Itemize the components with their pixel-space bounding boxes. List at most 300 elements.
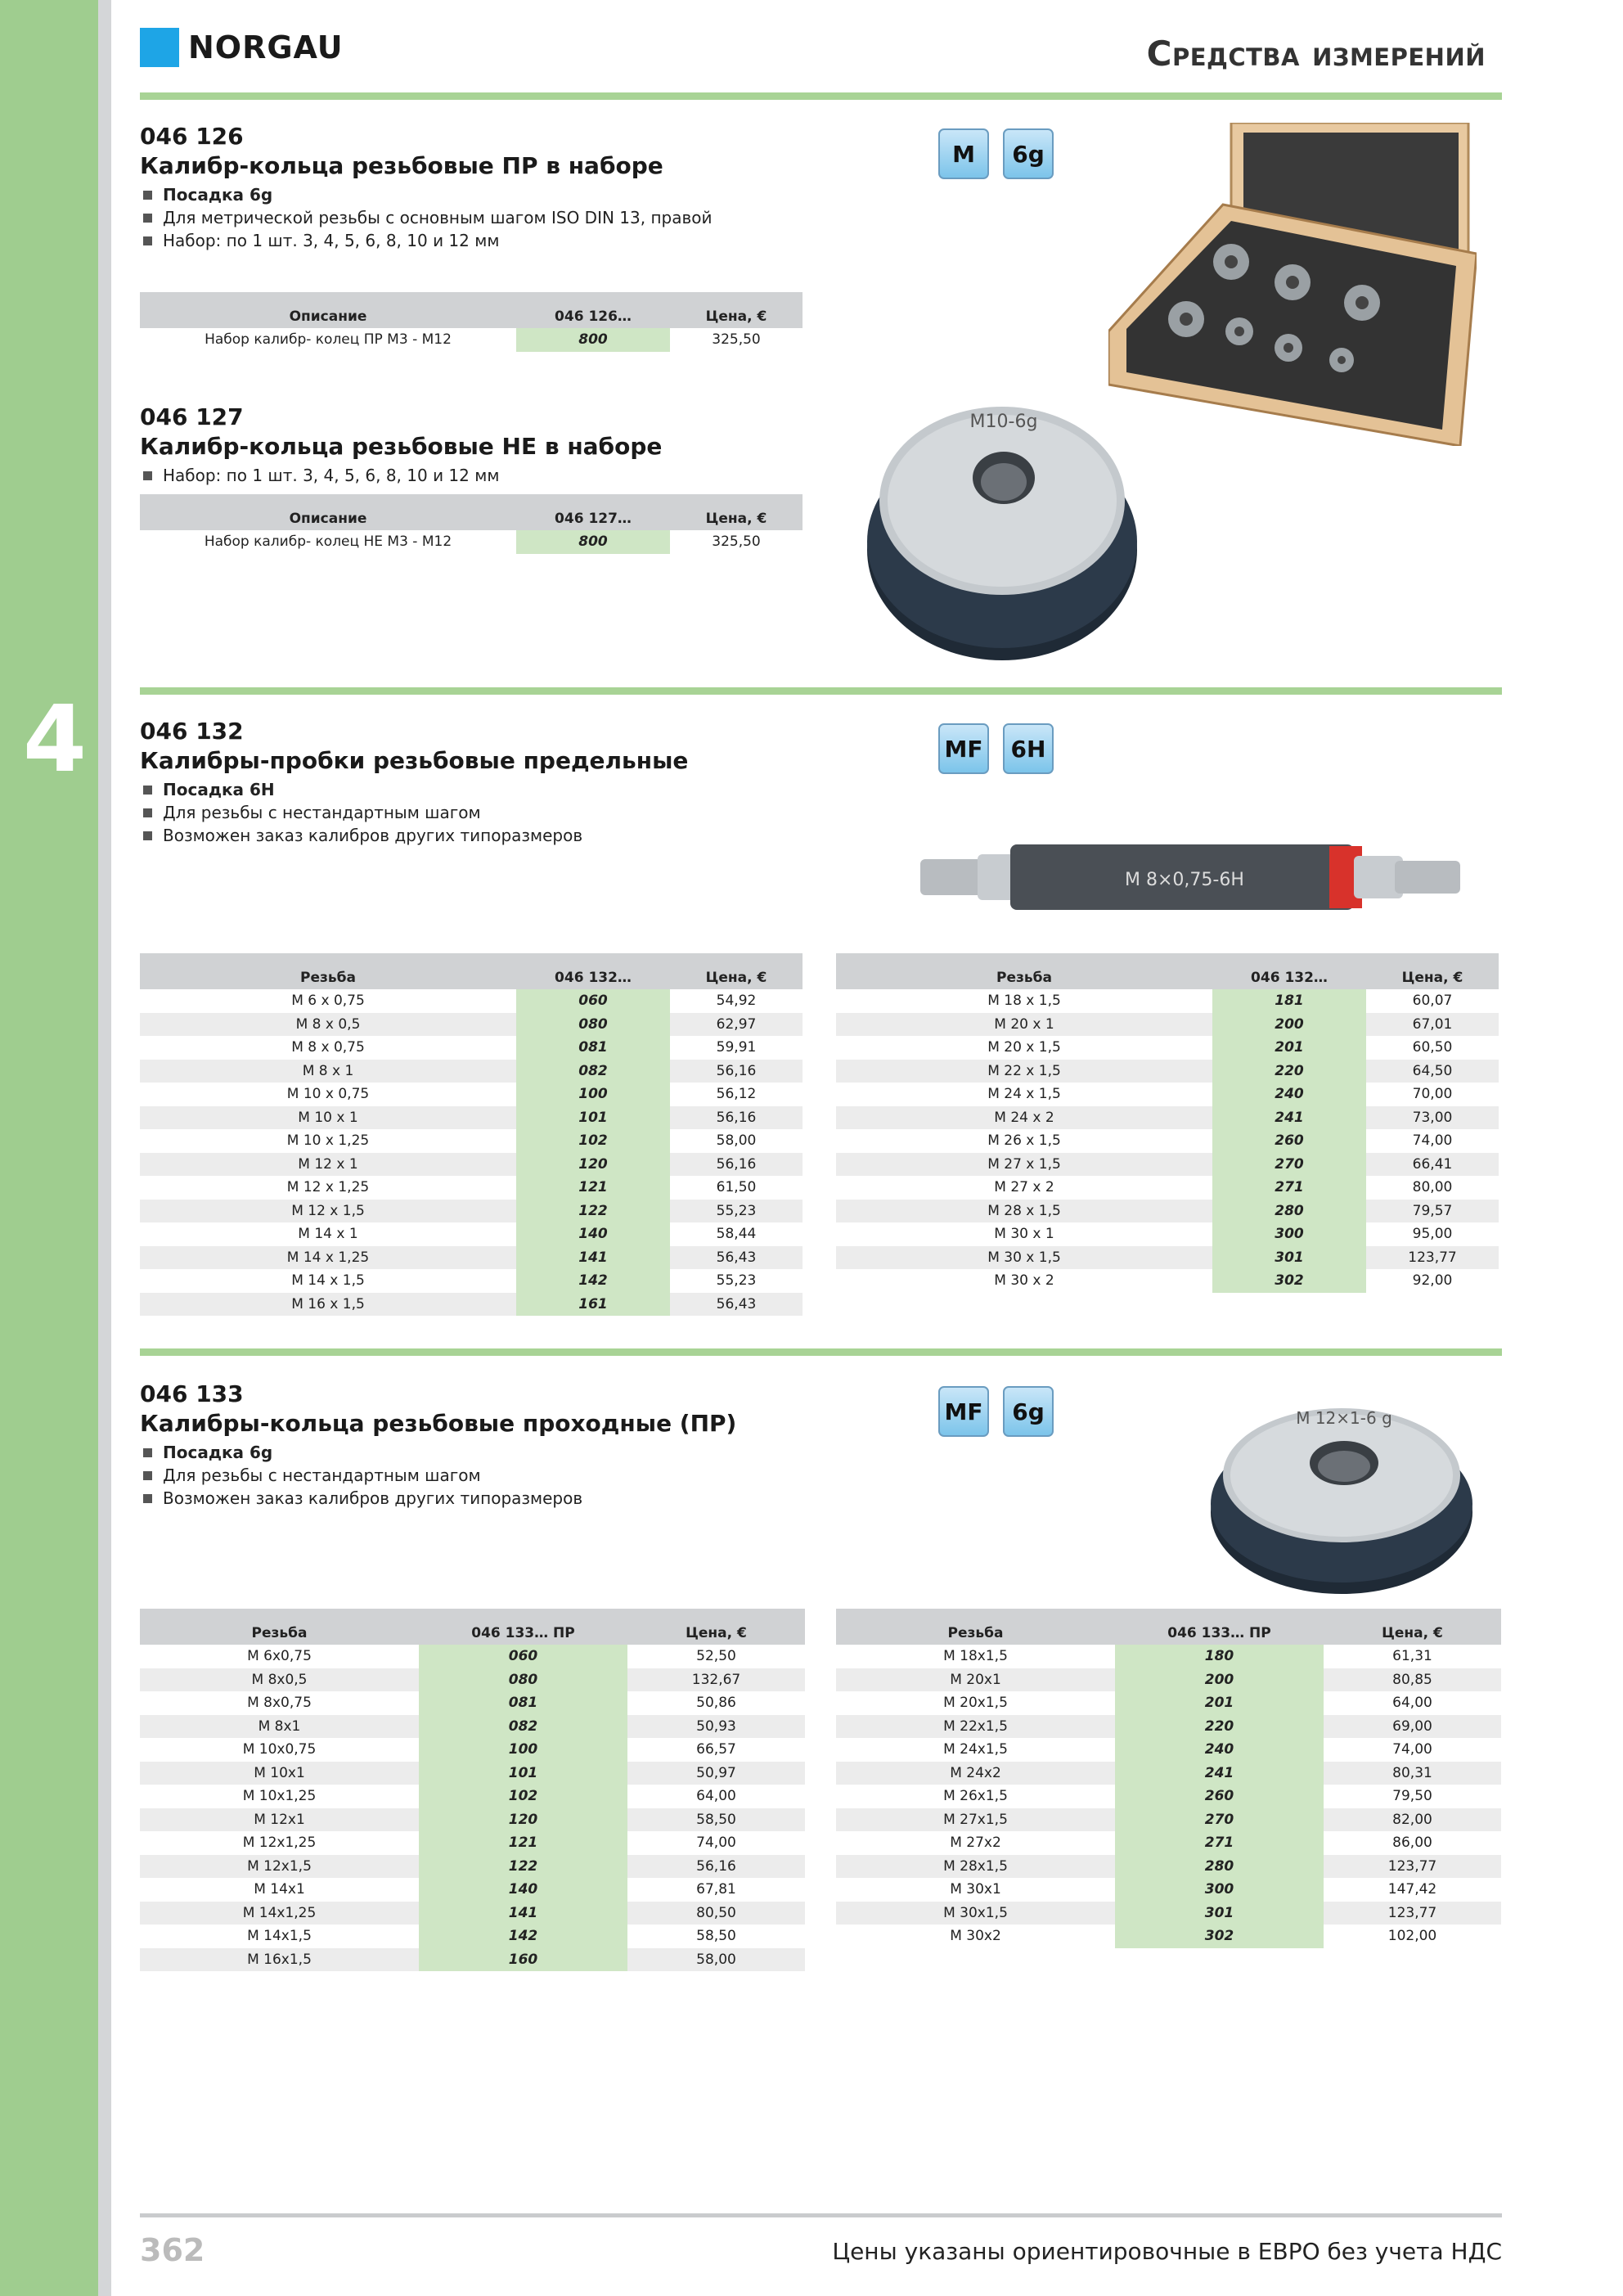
thread-cell: M 27 x 2 [994, 1179, 1054, 1195]
thread-cell: M 20x1,5 [943, 1695, 1008, 1711]
article-cell: 100 [516, 1083, 670, 1106]
thread-cell: M 30x1 [950, 1881, 1001, 1898]
article-cell: 270 [1212, 1153, 1366, 1177]
table-row [836, 989, 1499, 1013]
article-cell: 060 [516, 989, 670, 1013]
table-row [140, 1060, 803, 1083]
article-cell: 121 [419, 1831, 627, 1855]
fit-class-badge: 6g [1003, 1386, 1054, 1437]
feature-item: Возможен заказ калибров других типоразмеров [140, 824, 582, 847]
product-code: 046 132 [140, 718, 244, 745]
table-row [836, 1060, 1499, 1083]
table-row [836, 1129, 1499, 1153]
article-cell: 241 [1212, 1106, 1366, 1130]
table-row [836, 1153, 1499, 1177]
price-cell: 56,16 [670, 1106, 803, 1130]
article-cell: 161 [516, 1293, 670, 1317]
price-cell: 55,23 [716, 1272, 757, 1289]
table-row [140, 1200, 803, 1223]
table-row [140, 1246, 803, 1270]
ring-gauge-marking: M10-6g [969, 412, 1038, 432]
column-header: 046 126… [516, 292, 670, 328]
column-header: 046 132… [516, 953, 670, 989]
table-row [140, 1808, 805, 1832]
table-row [140, 1106, 803, 1130]
thread-cell: M 18 x 1,5 [987, 993, 1061, 1009]
price-cell: 56,16 [627, 1855, 805, 1879]
article-cell: 122 [516, 1200, 670, 1223]
article-cell: 280 [1212, 1200, 1366, 1223]
table-row [836, 1222, 1499, 1246]
table-row [140, 530, 803, 554]
column-header: Резьба [836, 1609, 1115, 1645]
price-cell: 95,00 [1412, 1226, 1453, 1242]
table-row [836, 1902, 1501, 1925]
article-cell: 101 [516, 1106, 670, 1130]
article-cell: 080 [516, 1013, 670, 1037]
thread-cell: M 10 x 0,75 [286, 1086, 370, 1102]
thread-cell: M 6 x 0,75 [291, 993, 365, 1009]
price-cell: 73,00 [1366, 1106, 1499, 1130]
header-rule [140, 92, 1502, 100]
price-cell: 61,31 [1392, 1648, 1432, 1664]
table-row [140, 1925, 805, 1948]
article-cell: 120 [419, 1808, 627, 1832]
feature-item: Посадка 6g [140, 183, 713, 206]
price-cell: 79,50 [1392, 1788, 1432, 1804]
brand-name: NORGAU [188, 29, 344, 65]
table-row [140, 1902, 805, 1925]
table-row [140, 1762, 805, 1785]
table-row [836, 1269, 1499, 1293]
thread-type-badge: MF [938, 1386, 989, 1437]
price-cell: 64,00 [1392, 1695, 1432, 1711]
price-cell: 56,16 [670, 1153, 803, 1177]
feature-item: Возможен заказ калибров других типоразмеров [140, 1487, 582, 1510]
article-cell: 220 [1115, 1715, 1324, 1739]
table-row [836, 1831, 1501, 1855]
thread-cell: M 22x1,5 [836, 1715, 1115, 1739]
thread-cell: M 24x2 [836, 1762, 1115, 1785]
brand-logo-icon [140, 28, 179, 67]
price-cell: 82,00 [1324, 1808, 1501, 1832]
article-cell: 102 [419, 1785, 627, 1808]
feature-item: Посадка 6H [140, 778, 582, 801]
price-cell: 58,50 [696, 1928, 736, 1944]
table-row [836, 1785, 1501, 1808]
table-row [140, 1153, 803, 1177]
price-cell: 67,01 [1366, 1013, 1499, 1037]
price-cell: 52,50 [696, 1648, 736, 1664]
article-cell: 081 [516, 1036, 670, 1060]
table-row [836, 1176, 1499, 1200]
column-header: Цена, € [627, 1609, 805, 1645]
article-cell: 122 [419, 1855, 627, 1879]
article-cell: 141 [419, 1902, 627, 1925]
ring-gauge-image [1207, 1389, 1477, 1594]
footer-rule [140, 2213, 1502, 2217]
article-cell: 142 [419, 1925, 627, 1948]
article-cell: 200 [1115, 1668, 1324, 1692]
table-row [140, 1878, 805, 1902]
price-cell: 50,97 [627, 1762, 805, 1785]
feature-list [140, 778, 582, 847]
thread-table-right [836, 953, 1499, 1293]
table-header [140, 953, 803, 989]
table-row [836, 1738, 1501, 1762]
thread-table-left [140, 953, 803, 1316]
price-cell: 74,00 [696, 1835, 736, 1851]
price-cell: 64,50 [1366, 1060, 1499, 1083]
table-row [140, 1738, 805, 1762]
table-row [140, 1176, 803, 1200]
thread-cell: M 10x1 [140, 1762, 419, 1785]
price-cell: 92,00 [1412, 1272, 1453, 1289]
article-cell: 301 [1115, 1902, 1324, 1925]
thread-table-right [836, 1609, 1501, 1948]
thread-cell: M 30x2 [950, 1928, 1001, 1944]
column-header: Описание [140, 494, 516, 530]
price-cell: 123,77 [1324, 1855, 1501, 1879]
article-cell: 141 [516, 1246, 670, 1270]
column-header: Резьба [140, 1609, 419, 1645]
article-cell: 220 [1212, 1060, 1366, 1083]
thread-cell: M 20 x 1,5 [987, 1039, 1061, 1056]
price-cell: 123,77 [1366, 1246, 1499, 1270]
article-cell: 271 [1212, 1176, 1366, 1200]
table-row [140, 1715, 805, 1739]
article-cell: 142 [516, 1269, 670, 1293]
ring-set-case-image [1108, 123, 1477, 446]
table-row [836, 1013, 1499, 1037]
table-row [140, 1036, 803, 1060]
table-row [836, 1762, 1501, 1785]
thread-cell: M 26 x 1,5 [987, 1132, 1061, 1149]
article-cell: 180 [1115, 1645, 1324, 1668]
article-cell: 301 [1212, 1246, 1366, 1270]
thread-cell: M 24 x 1,5 [987, 1086, 1061, 1102]
column-header: 046 127… [516, 494, 670, 530]
product-code: 046 126 [140, 123, 244, 150]
table-row [140, 1293, 803, 1317]
table-row [836, 1691, 1501, 1715]
table-header [836, 953, 1499, 989]
description-cell: Набор калибр- колец НЕ М3 - М12 [204, 533, 452, 550]
column-header: Цена, € [670, 953, 803, 989]
article-cell: 100 [419, 1738, 627, 1762]
thread-cell: M 12 x 1 [140, 1153, 516, 1177]
table-row [836, 1246, 1499, 1270]
thread-table-left [140, 1609, 805, 1971]
product-table [140, 292, 803, 352]
article-cell: 120 [516, 1153, 670, 1177]
table-row [140, 1948, 805, 1972]
table-header [836, 1609, 1501, 1645]
article-cell: 800 [516, 530, 670, 554]
product-title: Калибры-кольца резьбовые проходные (ПР) [140, 1410, 737, 1437]
table-row [836, 1668, 1501, 1692]
price-cell: 58,44 [716, 1226, 757, 1242]
product-code: 046 133 [140, 1380, 244, 1407]
fit-class-badge: 6g [1003, 128, 1054, 179]
thread-cell: M 27x2 [950, 1835, 1001, 1851]
article-cell: 201 [1212, 1036, 1366, 1060]
price-cell: 102,00 [1387, 1928, 1437, 1944]
fit-class-badge: 6H [1003, 723, 1054, 774]
feature-list [140, 1441, 582, 1510]
table-row [140, 1222, 803, 1246]
price-cell: 123,77 [1324, 1902, 1501, 1925]
thread-cell: M 24x1,5 [943, 1741, 1008, 1758]
column-header: Резьба [140, 953, 516, 989]
table-row [140, 328, 803, 352]
price-cell: 80,50 [627, 1902, 805, 1925]
thread-cell: M 30 x 2 [994, 1272, 1054, 1289]
description-cell: Набор калибр- колец ПР М3 - М12 [205, 331, 452, 348]
price-cell: 56,43 [670, 1246, 803, 1270]
thread-cell: M 10 x 1,25 [286, 1132, 370, 1149]
thread-cell: M 6x0,75 [247, 1648, 312, 1664]
article-cell: 121 [516, 1176, 670, 1200]
thread-cell: M 20 x 1 [836, 1013, 1212, 1037]
table-row [140, 989, 803, 1013]
price-cell: 80,85 [1324, 1668, 1501, 1692]
price-cell: 58,00 [716, 1132, 757, 1149]
product-title: Калибры-пробки резьбовые предельные [140, 747, 689, 774]
thread-cell: M 22 x 1,5 [836, 1060, 1212, 1083]
price-cell: 56,12 [716, 1086, 757, 1102]
article-cell: 300 [1212, 1222, 1366, 1246]
column-header: Описание [140, 292, 516, 328]
thread-cell: M 24 x 2 [836, 1106, 1212, 1130]
table-row [140, 1668, 805, 1692]
feature-item: Набор: по 1 шт. 3, 4, 5, 6, 8, 10 и 12 мм [140, 464, 499, 487]
thread-cell: M 30 x 1 [994, 1226, 1054, 1242]
thread-type-badge: MF [938, 723, 989, 774]
plug-gauge-marking: M 8×0,75-6H [1125, 870, 1244, 890]
table-row [140, 1013, 803, 1037]
price-cell: 56,43 [670, 1293, 803, 1317]
table-row [836, 1878, 1501, 1902]
price-cell: 64,00 [696, 1788, 736, 1804]
feature-item: Посадка 6g [140, 1441, 582, 1464]
article-cell: 271 [1115, 1831, 1324, 1855]
article-cell: 260 [1115, 1785, 1324, 1808]
sidebar-divider [98, 0, 111, 2296]
article-cell: 270 [1115, 1808, 1324, 1832]
price-cell: 325,50 [712, 331, 761, 348]
table-row [140, 1129, 803, 1153]
article-cell: 101 [419, 1762, 627, 1785]
thread-cell: M 30 x 1,5 [836, 1246, 1212, 1270]
table-row [836, 1083, 1499, 1106]
price-cell: 59,91 [716, 1039, 757, 1056]
table-row [140, 1691, 805, 1715]
price-cell: 58,50 [627, 1808, 805, 1832]
article-cell: 140 [516, 1222, 670, 1246]
plug-gauge-image [920, 836, 1468, 918]
column-header: Цена, € [1324, 1609, 1501, 1645]
article-cell: 300 [1115, 1878, 1324, 1902]
table-row [140, 1083, 803, 1106]
article-cell: 240 [1115, 1738, 1324, 1762]
thread-cell: M 10 x 1 [140, 1106, 516, 1130]
product-title: Калибр-кольца резьбовые ПР в наборе [140, 152, 663, 179]
table-row [140, 1645, 805, 1668]
thread-cell: M 12 x 1,25 [286, 1179, 370, 1195]
article-cell: 260 [1212, 1129, 1366, 1153]
thread-cell: M 16 x 1,5 [140, 1293, 516, 1317]
thread-cell: M 10x0,75 [242, 1741, 317, 1758]
table-header [140, 292, 803, 328]
thread-cell: M 12 x 1,5 [140, 1200, 516, 1223]
thread-cell: M 14 x 1,25 [140, 1246, 516, 1270]
thread-cell: M 30x1,5 [836, 1902, 1115, 1925]
article-cell: 080 [419, 1668, 627, 1692]
thread-cell: M 12x1 [140, 1808, 419, 1832]
table-row [836, 1200, 1499, 1223]
table-row [836, 1808, 1501, 1832]
section-rule [140, 1348, 1502, 1356]
price-cell: 66,41 [1366, 1153, 1499, 1177]
price-cell: 86,00 [1392, 1835, 1432, 1851]
thread-cell: M 12x1,5 [140, 1855, 419, 1879]
price-cell: 54,92 [716, 993, 757, 1009]
thread-cell: M 27 x 1,5 [836, 1153, 1212, 1177]
price-cell: 50,93 [627, 1715, 805, 1739]
table-row [140, 1855, 805, 1879]
thread-cell: M 12x1,25 [242, 1835, 317, 1851]
article-cell: 280 [1115, 1855, 1324, 1879]
table-row [836, 1925, 1501, 1948]
column-header: 046 133… ПР [419, 1609, 627, 1645]
price-cell: 56,16 [670, 1060, 803, 1083]
article-cell: 302 [1115, 1925, 1324, 1948]
price-cell: 61,50 [716, 1179, 757, 1195]
thread-cell: M 8 x 0,75 [291, 1039, 365, 1056]
thread-cell: M 28 x 1,5 [836, 1200, 1212, 1223]
article-cell: 102 [516, 1129, 670, 1153]
thread-type-badge: M [938, 128, 989, 179]
thread-cell: M 8x1 [140, 1715, 419, 1739]
price-cell: 132,67 [627, 1668, 805, 1692]
price-cell: 79,57 [1366, 1200, 1499, 1223]
price-cell: 74,00 [1392, 1741, 1432, 1758]
price-cell: 70,00 [1412, 1086, 1453, 1102]
price-cell: 69,00 [1324, 1715, 1501, 1739]
table-row [836, 1645, 1501, 1668]
article-cell: 140 [419, 1878, 627, 1902]
article-cell: 082 [419, 1715, 627, 1739]
price-cell: 80,00 [1412, 1179, 1453, 1195]
table-row [140, 1831, 805, 1855]
thread-cell: M 18x1,5 [943, 1648, 1008, 1664]
product-code: 046 127 [140, 403, 244, 430]
article-cell: 160 [419, 1948, 627, 1972]
price-cell: 60,50 [1412, 1039, 1453, 1056]
page-number: 362 [140, 2232, 205, 2268]
price-cell: 58,00 [627, 1948, 805, 1972]
price-cell: 67,81 [696, 1881, 736, 1898]
feature-item: Для метрической резьбы с основным шагом ISO DIN 13, правой [140, 206, 713, 229]
column-header: Цена, € [670, 292, 803, 328]
thread-cell: M 8x0,75 [247, 1695, 312, 1711]
footer-note: Цены указаны ориентировочные в ЕВРО без учета НДС [832, 2238, 1502, 2265]
price-cell: 80,31 [1324, 1762, 1501, 1785]
thread-cell: M 14x1 [254, 1881, 305, 1898]
price-cell: 60,07 [1412, 993, 1453, 1009]
thread-cell: M 14 x 1,5 [291, 1272, 365, 1289]
ring-gauge-image [863, 378, 1141, 664]
price-cell: 66,57 [696, 1741, 736, 1758]
thread-cell: M 28x1,5 [836, 1855, 1115, 1879]
article-cell: 240 [1212, 1083, 1366, 1106]
ring-gauge-marking: M 12×1-6 g [1296, 1408, 1392, 1428]
sidebar-stripe [0, 0, 98, 2296]
thread-cell: M 16x1,5 [140, 1948, 419, 1972]
column-header: Цена, € [670, 494, 803, 530]
table-row [836, 1036, 1499, 1060]
thread-cell: M 8 x 0,5 [140, 1013, 516, 1037]
article-cell: 082 [516, 1060, 670, 1083]
feature-item: Для резьбы с нестандартным шагом [140, 1464, 582, 1487]
table-row [836, 1855, 1501, 1879]
table-header [140, 494, 803, 530]
feature-list [140, 464, 499, 487]
feature-list [140, 183, 713, 252]
section-rule [140, 687, 1502, 695]
article-cell: 241 [1115, 1762, 1324, 1785]
table-row [836, 1106, 1499, 1130]
thread-cell: M 14x1,5 [247, 1928, 312, 1944]
thread-cell: M 20x1 [836, 1668, 1115, 1692]
article-cell: 060 [419, 1645, 627, 1668]
table-row [140, 1785, 805, 1808]
price-cell: 147,42 [1387, 1881, 1437, 1898]
feature-item: Набор: по 1 шт. 3, 4, 5, 6, 8, 10 и 12 мм [140, 229, 713, 252]
page-title: Средства измерений [1146, 34, 1486, 74]
thread-cell: M 14x1,25 [140, 1902, 419, 1925]
product-title: Калибр-кольца резьбовые НЕ в наборе [140, 433, 663, 460]
article-cell: 302 [1212, 1269, 1366, 1293]
table-row [836, 1715, 1501, 1739]
article-cell: 800 [516, 328, 670, 352]
thread-cell: M 26x1,5 [943, 1788, 1008, 1804]
column-header: Цена, € [1366, 953, 1499, 989]
article-cell: 181 [1212, 989, 1366, 1013]
price-cell: 325,50 [712, 533, 761, 550]
thread-cell: M 8 x 1 [140, 1060, 516, 1083]
thread-cell: M 14 x 1 [298, 1226, 358, 1242]
thread-cell: M 10x1,25 [242, 1788, 317, 1804]
thread-cell: M 27x1,5 [836, 1808, 1115, 1832]
column-header: Резьба [836, 953, 1212, 989]
thread-cell: M 8x0,5 [140, 1668, 419, 1692]
article-cell: 200 [1212, 1013, 1366, 1037]
column-header: 046 132… [1212, 953, 1366, 989]
table-header [140, 1609, 805, 1645]
chapter-number: 4 [23, 687, 87, 793]
table-row [140, 1269, 803, 1293]
product-table [140, 494, 803, 554]
article-cell: 081 [419, 1691, 627, 1715]
price-cell: 74,00 [1412, 1132, 1453, 1149]
feature-item: Для резьбы с нестандартным шагом [140, 801, 582, 824]
price-cell: 50,86 [696, 1695, 736, 1711]
column-header: 046 133… ПР [1115, 1609, 1324, 1645]
price-cell: 55,23 [670, 1200, 803, 1223]
price-cell: 62,97 [670, 1013, 803, 1037]
